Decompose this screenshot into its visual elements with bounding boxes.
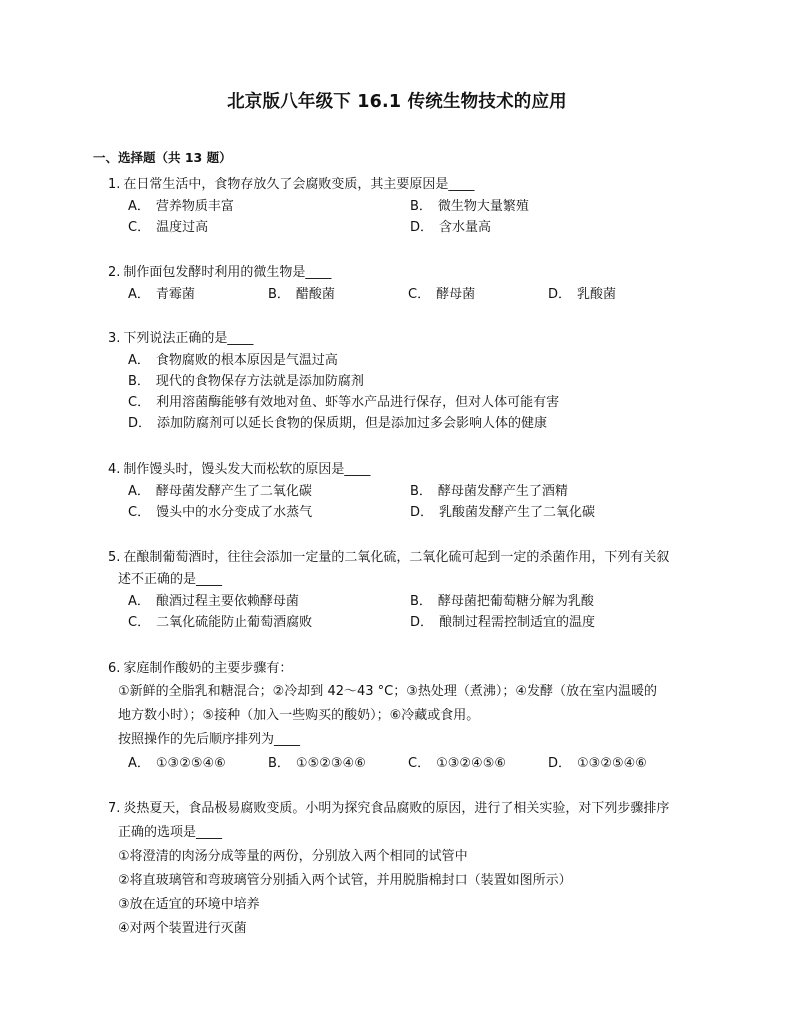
- option-a: A． 食物腐败的根本原因是气温过高: [128, 353, 338, 368]
- question-5-options: [108, 591, 708, 633]
- option-c: C． 二氧化硫能防止葡萄酒腐败: [128, 615, 313, 630]
- question-6-steps-line-2: 地方数小时）；⑤接种（加入一些购买的酸奶）；⑥冷藏或食用。: [118, 708, 480, 723]
- option-b: B． 现代的食物保存方法就是添加防腐剂: [128, 374, 364, 389]
- option-a: A． 青霉菌: [128, 287, 195, 302]
- question-4-options: [108, 481, 708, 523]
- question-3-stem: 3. 下列说法正确的是____: [108, 331, 254, 346]
- question-6-stem: 6. 家庭制作酸奶的主要步骤有：: [108, 661, 293, 676]
- option-b: B． ①⑤②③④⑥: [268, 756, 366, 771]
- question-6: [108, 658, 708, 776]
- option-d: D． 乳酸菌: [548, 287, 617, 302]
- question-7-step-2: ②将直玻璃管和弯玻璃管分别插入两个试管，并用脱脂棉封口（装置如图所示）: [118, 873, 572, 888]
- question-2-stem: 2. 制作面包发酵时利用的微生物是____: [108, 265, 332, 280]
- question-5-stem-continued: 述不正确的是____: [118, 572, 223, 587]
- question-7: [108, 797, 708, 941]
- page-title: 北京版八年级下 16.1 传统生物技术的应用: [227, 92, 567, 112]
- option-d: D． 含水量高: [410, 220, 492, 235]
- option-a: A． 酵母菌发酵产生了二氧化碳: [128, 484, 312, 499]
- option-c: C． 酵母菌: [408, 287, 476, 302]
- option-b: B． 微生物大量繁殖: [410, 199, 529, 214]
- option-d: D． 酿制过程需控制适宜的温度: [410, 615, 596, 630]
- option-a: A． 营养物质丰富: [128, 199, 234, 214]
- question-6-steps-line-1: ①新鲜的全脂乳和糖混合；②冷却到 42～43 °C；③热处理（煮沸）；④发酵（放在室内温暖的: [118, 684, 658, 699]
- option-d: D． 添加防腐剂可以延长食物的保质期，但是添加过多会影响人体的健康: [128, 416, 548, 431]
- question-4-stem: 4. 制作馒头时，馒头发大而松软的原因是____: [108, 462, 371, 477]
- option-b: B． 醋酸菌: [268, 287, 335, 302]
- option-a: A． 酿酒过程主要依赖酵母菌: [128, 594, 299, 609]
- option-c: C． 温度过高: [128, 220, 209, 235]
- option-b: B． 酵母菌发酵产生了酒精: [410, 484, 568, 499]
- option-b: B． 酵母菌把葡萄糖分解为乳酸: [410, 594, 594, 609]
- section-heading: 一、选择题（共 13 题）: [93, 150, 232, 165]
- question-1-options: [108, 196, 708, 238]
- question-7-step-4: ④对两个装置进行灭菌: [118, 921, 247, 936]
- question-2-options: [108, 284, 708, 305]
- option-c: C． ①③②④⑤⑥: [408, 756, 507, 771]
- question-1: [108, 174, 708, 238]
- option-c: C． 馒头中的水分变成了水蒸气: [128, 505, 313, 520]
- option-d: D． 乳酸菌发酵产生了二氧化碳: [410, 505, 596, 520]
- question-7-stem-continued: 正确的选项是____: [118, 825, 223, 840]
- option-d: D． ①③②⑤④⑥: [548, 756, 647, 771]
- question-1-stem: 1. 在日常生活中，食物存放久了会腐败变质，其主要原因是____: [108, 177, 475, 192]
- question-3-options: [108, 350, 708, 434]
- question-5: [108, 547, 708, 633]
- option-c: C． 利用溶菌酶能够有效地对鱼、虾等水产品进行保存，但对人体可能有害: [128, 395, 560, 410]
- option-a: A． ①③②⑤④⑥: [128, 756, 226, 771]
- question-2: [108, 262, 708, 305]
- question-4: [108, 459, 708, 523]
- question-6-options: [108, 752, 708, 776]
- question-5-stem: 5. 在酿制葡萄酒时，往往会添加一定量的二氧化硫，二氧化硫可起到一定的杀菌作用，下列有关叙: [108, 550, 670, 565]
- question-7-step-1: ①将澄清的肉汤分成等量的两份，分别放入两个相同的试管中: [118, 849, 468, 864]
- question-3: [108, 328, 708, 434]
- question-7-stem: 7. 炎热夏天，食品极易腐败变质。小明为探究食品腐败的原因，进行了相关实验，对下列步骤排序: [108, 801, 670, 816]
- question-6-prompt: 按照操作的先后顺序排列为____: [118, 732, 301, 747]
- question-7-step-3: ③放在适宜的环境中培养: [118, 897, 260, 912]
